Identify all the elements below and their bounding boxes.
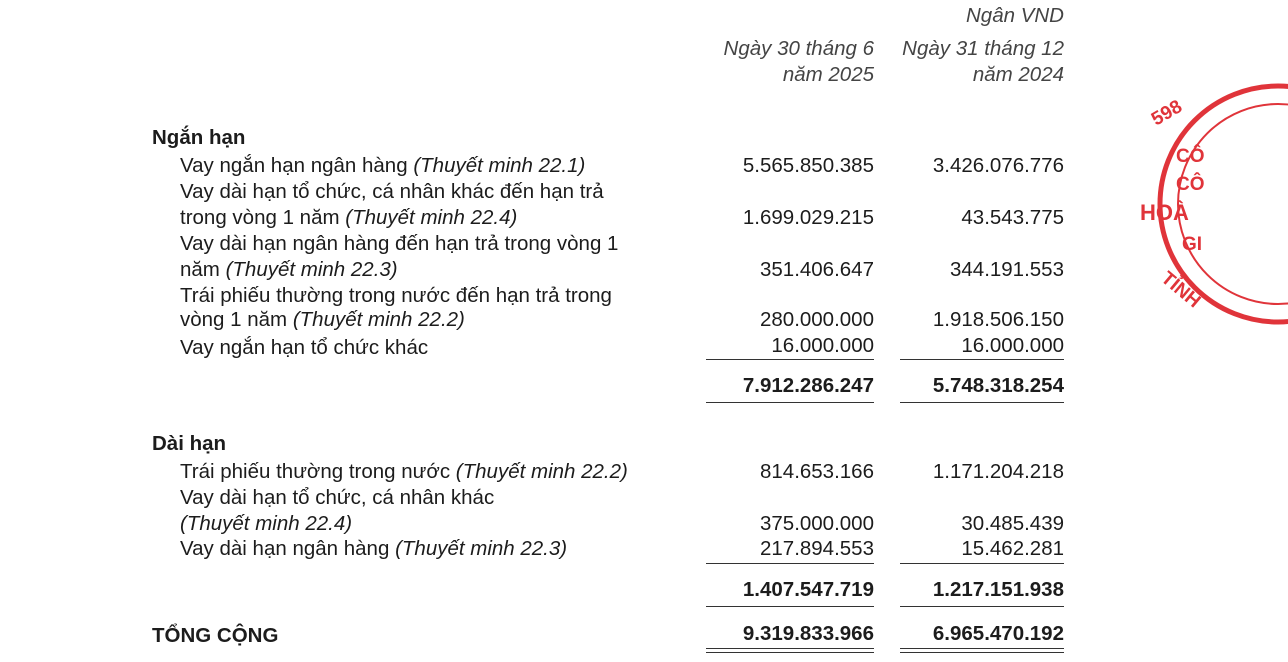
st-row3-v2: 344.191.553 bbox=[949, 258, 1064, 281]
st-row3-text: năm bbox=[180, 258, 226, 281]
short-term-title: Ngắn hạn bbox=[152, 126, 246, 149]
lt-row1-v2: 1.171.204.218 bbox=[932, 460, 1064, 483]
st-row1-note: (Thuyết minh 22.1) bbox=[413, 154, 586, 177]
st-total-v2: 5.748.318.254 bbox=[932, 374, 1064, 397]
lt-row3-note: (Thuyết minh 22.3) bbox=[395, 537, 568, 560]
long-term-title: Dài hạn bbox=[152, 432, 227, 455]
lt-row2-v1: 375.000.000 bbox=[759, 512, 874, 535]
st-row2-line2 bbox=[180, 206, 517, 230]
grand-total-v2: 6.965.470.192 bbox=[932, 622, 1064, 645]
grand-total-rule-2b bbox=[900, 652, 1064, 653]
st-row1-text: Vay ngắn hạn ngân hàng bbox=[180, 154, 414, 177]
st-row4-line2 bbox=[180, 308, 465, 332]
lt-total-v1: 1.407.547.719 bbox=[742, 578, 874, 601]
lt-row1-label bbox=[180, 460, 628, 484]
col2-header-line2: năm 2024 bbox=[972, 63, 1064, 86]
st-total-rule-1 bbox=[706, 402, 874, 403]
st-row4-v2: 1.918.506.150 bbox=[932, 308, 1064, 331]
grand-total-label: TỔNG CỘNG bbox=[152, 624, 279, 647]
st-subtotal-rule-2 bbox=[900, 359, 1064, 360]
st-row2-v2: 43.543.775 bbox=[961, 206, 1064, 229]
st-row1-v2: 3.426.076.776 bbox=[932, 154, 1064, 177]
st-row1-v1: 5.565.850.385 bbox=[742, 154, 874, 177]
lt-row2-line1: Vay dài hạn tổ chức, cá nhân khác bbox=[180, 486, 495, 509]
lt-row3-text: Vay dài hạn ngân hàng bbox=[180, 537, 396, 560]
seal-text-3: CÔ bbox=[1176, 174, 1205, 195]
st-row5-label: Vay ngắn hạn tổ chức khác bbox=[180, 336, 429, 359]
seal-text-2: CÔ bbox=[1176, 146, 1205, 167]
company-seal-icon bbox=[1138, 84, 1288, 324]
lt-row3-v1: 217.894.553 bbox=[759, 537, 874, 560]
seal-inner-ring bbox=[1178, 104, 1288, 304]
st-row2-line1: Vay dài hạn tổ chức, cá nhân khác đến hạn trả bbox=[180, 180, 604, 203]
st-row2-v1: 1.699.029.215 bbox=[742, 206, 874, 229]
col2-header-line1: Ngày 31 tháng 12 bbox=[902, 37, 1064, 60]
st-subtotal-rule-1 bbox=[706, 359, 874, 360]
st-row4-v1: 280.000.000 bbox=[759, 308, 874, 331]
grand-total-rule-2a bbox=[900, 648, 1064, 649]
st-row2-note: (Thuyết minh 22.4) bbox=[345, 206, 518, 229]
st-row3-line2 bbox=[180, 258, 398, 282]
st-total-rule-2 bbox=[900, 402, 1064, 403]
st-row3-v1: 351.406.647 bbox=[759, 258, 874, 281]
lt-row1-v1: 814.653.166 bbox=[759, 460, 874, 483]
st-total-v1: 7.912.286.247 bbox=[742, 374, 874, 397]
lt-subtotal-rule-2 bbox=[900, 563, 1064, 564]
st-row5-v2: 16.000.000 bbox=[961, 334, 1064, 357]
st-row1-label bbox=[180, 154, 585, 178]
lt-total-v2: 1.217.151.938 bbox=[932, 578, 1064, 601]
seal-text-6: TỈNH bbox=[1156, 267, 1205, 313]
lt-row2-v2: 30.485.439 bbox=[961, 512, 1064, 535]
grand-total-rule-1a bbox=[706, 648, 874, 649]
grand-total-rule-1b bbox=[706, 652, 874, 653]
currency-unit: Ngân VND bbox=[966, 4, 1064, 27]
seal-text-5: GI bbox=[1182, 234, 1203, 255]
grand-total-v1: 9.319.833.966 bbox=[742, 622, 874, 645]
seal-text-1: 598 bbox=[1148, 96, 1186, 131]
st-row3-line1: Vay dài hạn ngân hàng đến hạn trả trong vòng 1 bbox=[180, 232, 619, 255]
st-row5-v1: 16.000.000 bbox=[771, 334, 874, 357]
seal-text-4: HOÀ bbox=[1140, 200, 1189, 225]
lt-total-rule-1 bbox=[706, 606, 874, 607]
st-row4-text: vòng 1 năm bbox=[180, 308, 293, 331]
st-row4-line1: Trái phiếu thường trong nước đến hạn trả trong bbox=[180, 284, 612, 307]
st-row3-note: (Thuyết minh 22.3) bbox=[225, 258, 398, 281]
lt-row1-note: (Thuyết minh 22.2) bbox=[455, 460, 628, 483]
col1-header-line2: năm 2025 bbox=[782, 63, 874, 86]
lt-row2-note: (Thuyết minh 22.4) bbox=[180, 512, 353, 535]
st-row4-note: (Thuyết minh 22.2) bbox=[292, 308, 465, 331]
lt-row3-label bbox=[180, 537, 567, 561]
lt-row3-v2: 15.462.281 bbox=[961, 537, 1064, 560]
st-row2-text: trong vòng 1 năm bbox=[180, 206, 346, 229]
lt-total-rule-2 bbox=[900, 606, 1064, 607]
lt-subtotal-rule-1 bbox=[706, 563, 874, 564]
col1-header-line1: Ngày 30 tháng 6 bbox=[723, 37, 874, 60]
lt-row1-text: Trái phiếu thường trong nước bbox=[180, 460, 456, 483]
